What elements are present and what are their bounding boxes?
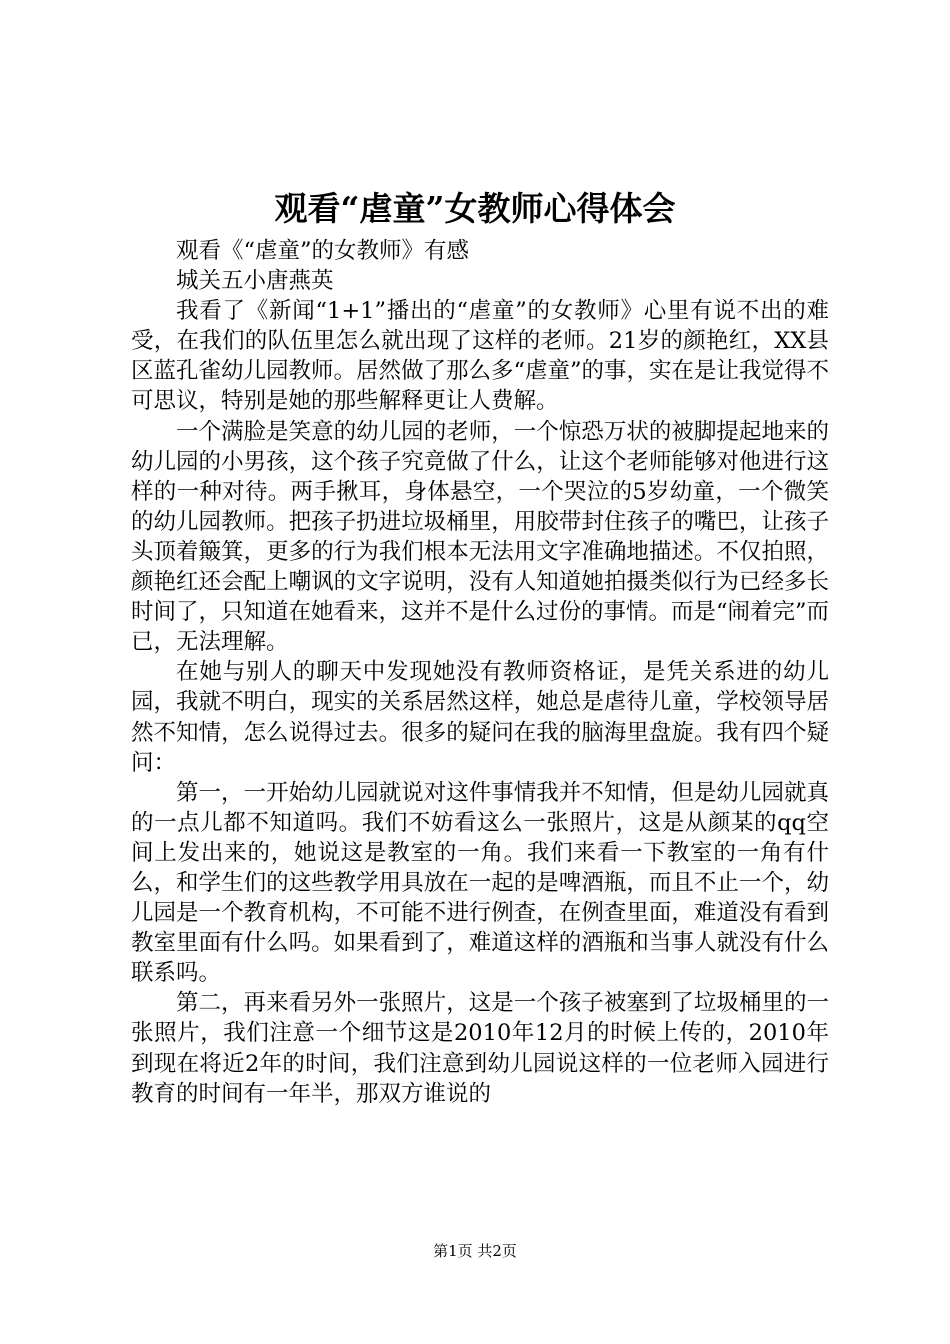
paragraph: 第一，一开始幼儿园就说对这件事情我并不知情，但是幼儿园就真的一点儿都不知道吗。我们不妨看这么一张照片，这是从颜某的qq空间上发出来的，她说这是教室的一角。我们来看一下教室的一角有什么，和学生们的这些教学用具放在一起的是啤酒瓶，而且不止一个，幼儿园是一个教育机构，不可能不进行例查，在例查里面，难道没有看到教室里面有什么吗。如果看到了，难道这样的酒瓶和当事人就没有什么联系吗。 [131,779,829,987]
paragraph: 第二，再来看另外一张照片，这是一个孩子被塞到了垃圾桶里的一张照片，我们注意一个细节这是2010年12月的时候上传的，2010年到现在将近2年的时间，我们注意到幼儿园说这样的一位老师入园进行教育的时间有一年半，那双方谁说的 [131,990,829,1107]
page-number-footer: 第1页 共2页 [433,1242,517,1260]
paragraph: 我看了《新闻“1+1”播出的“虐童”的女教师》心里有说不出的难受，在我们的队伍里怎么就出现了这样的老师。21岁的颜艳红，XX县区蓝孔雀幼儿园教师。居然做了那么多“虐童”的事，实在是让我觉得不可思议，特别是她的那些解释更让人费解。 [131,298,830,415]
paragraph: 一个满脸是笑意的幼儿园的老师，一个惊恐万状的被脚提起地来的幼儿园的小男孩，这个孩子究竟做了什么，让这个老师能够对他进行这样的一种对待。两手揪耳，身体悬空，一个哭泣的5岁幼童，一个微笑的幼儿园教师。把孩子扔进垃圾桶里，用胶带封住孩子的嘴巴，让孩子头顶着簸箕，更多的行为我们根本无法用文字准确地描述。不仅拍照，颜艳红还会配上嘲讽的文字说明，没有人知道她拍摄类似行为已经多长时间了，只知道在她看来，这并不是什么过份的事情。而是“闹着完”而已，无法理解。 [131,418,830,656]
author-line: 城关五小唐燕英 [176,268,334,295]
page-title: 观看“虐童”女教师心得体会 [274,189,676,228]
document-body [131,236,829,1109]
paragraph: 在她与别人的聊天中发现她没有教师资格证，是凭关系进的幼儿园，我就不明白，现实的关系居然这样，她总是虐待儿童，学校领导居然不知情，怎么说得过去。很多的疑问在我的脑海里盘旋。我有四个疑问： [131,659,829,776]
subtitle: 观看《“虐童”的女教师》有感 [176,238,470,264]
